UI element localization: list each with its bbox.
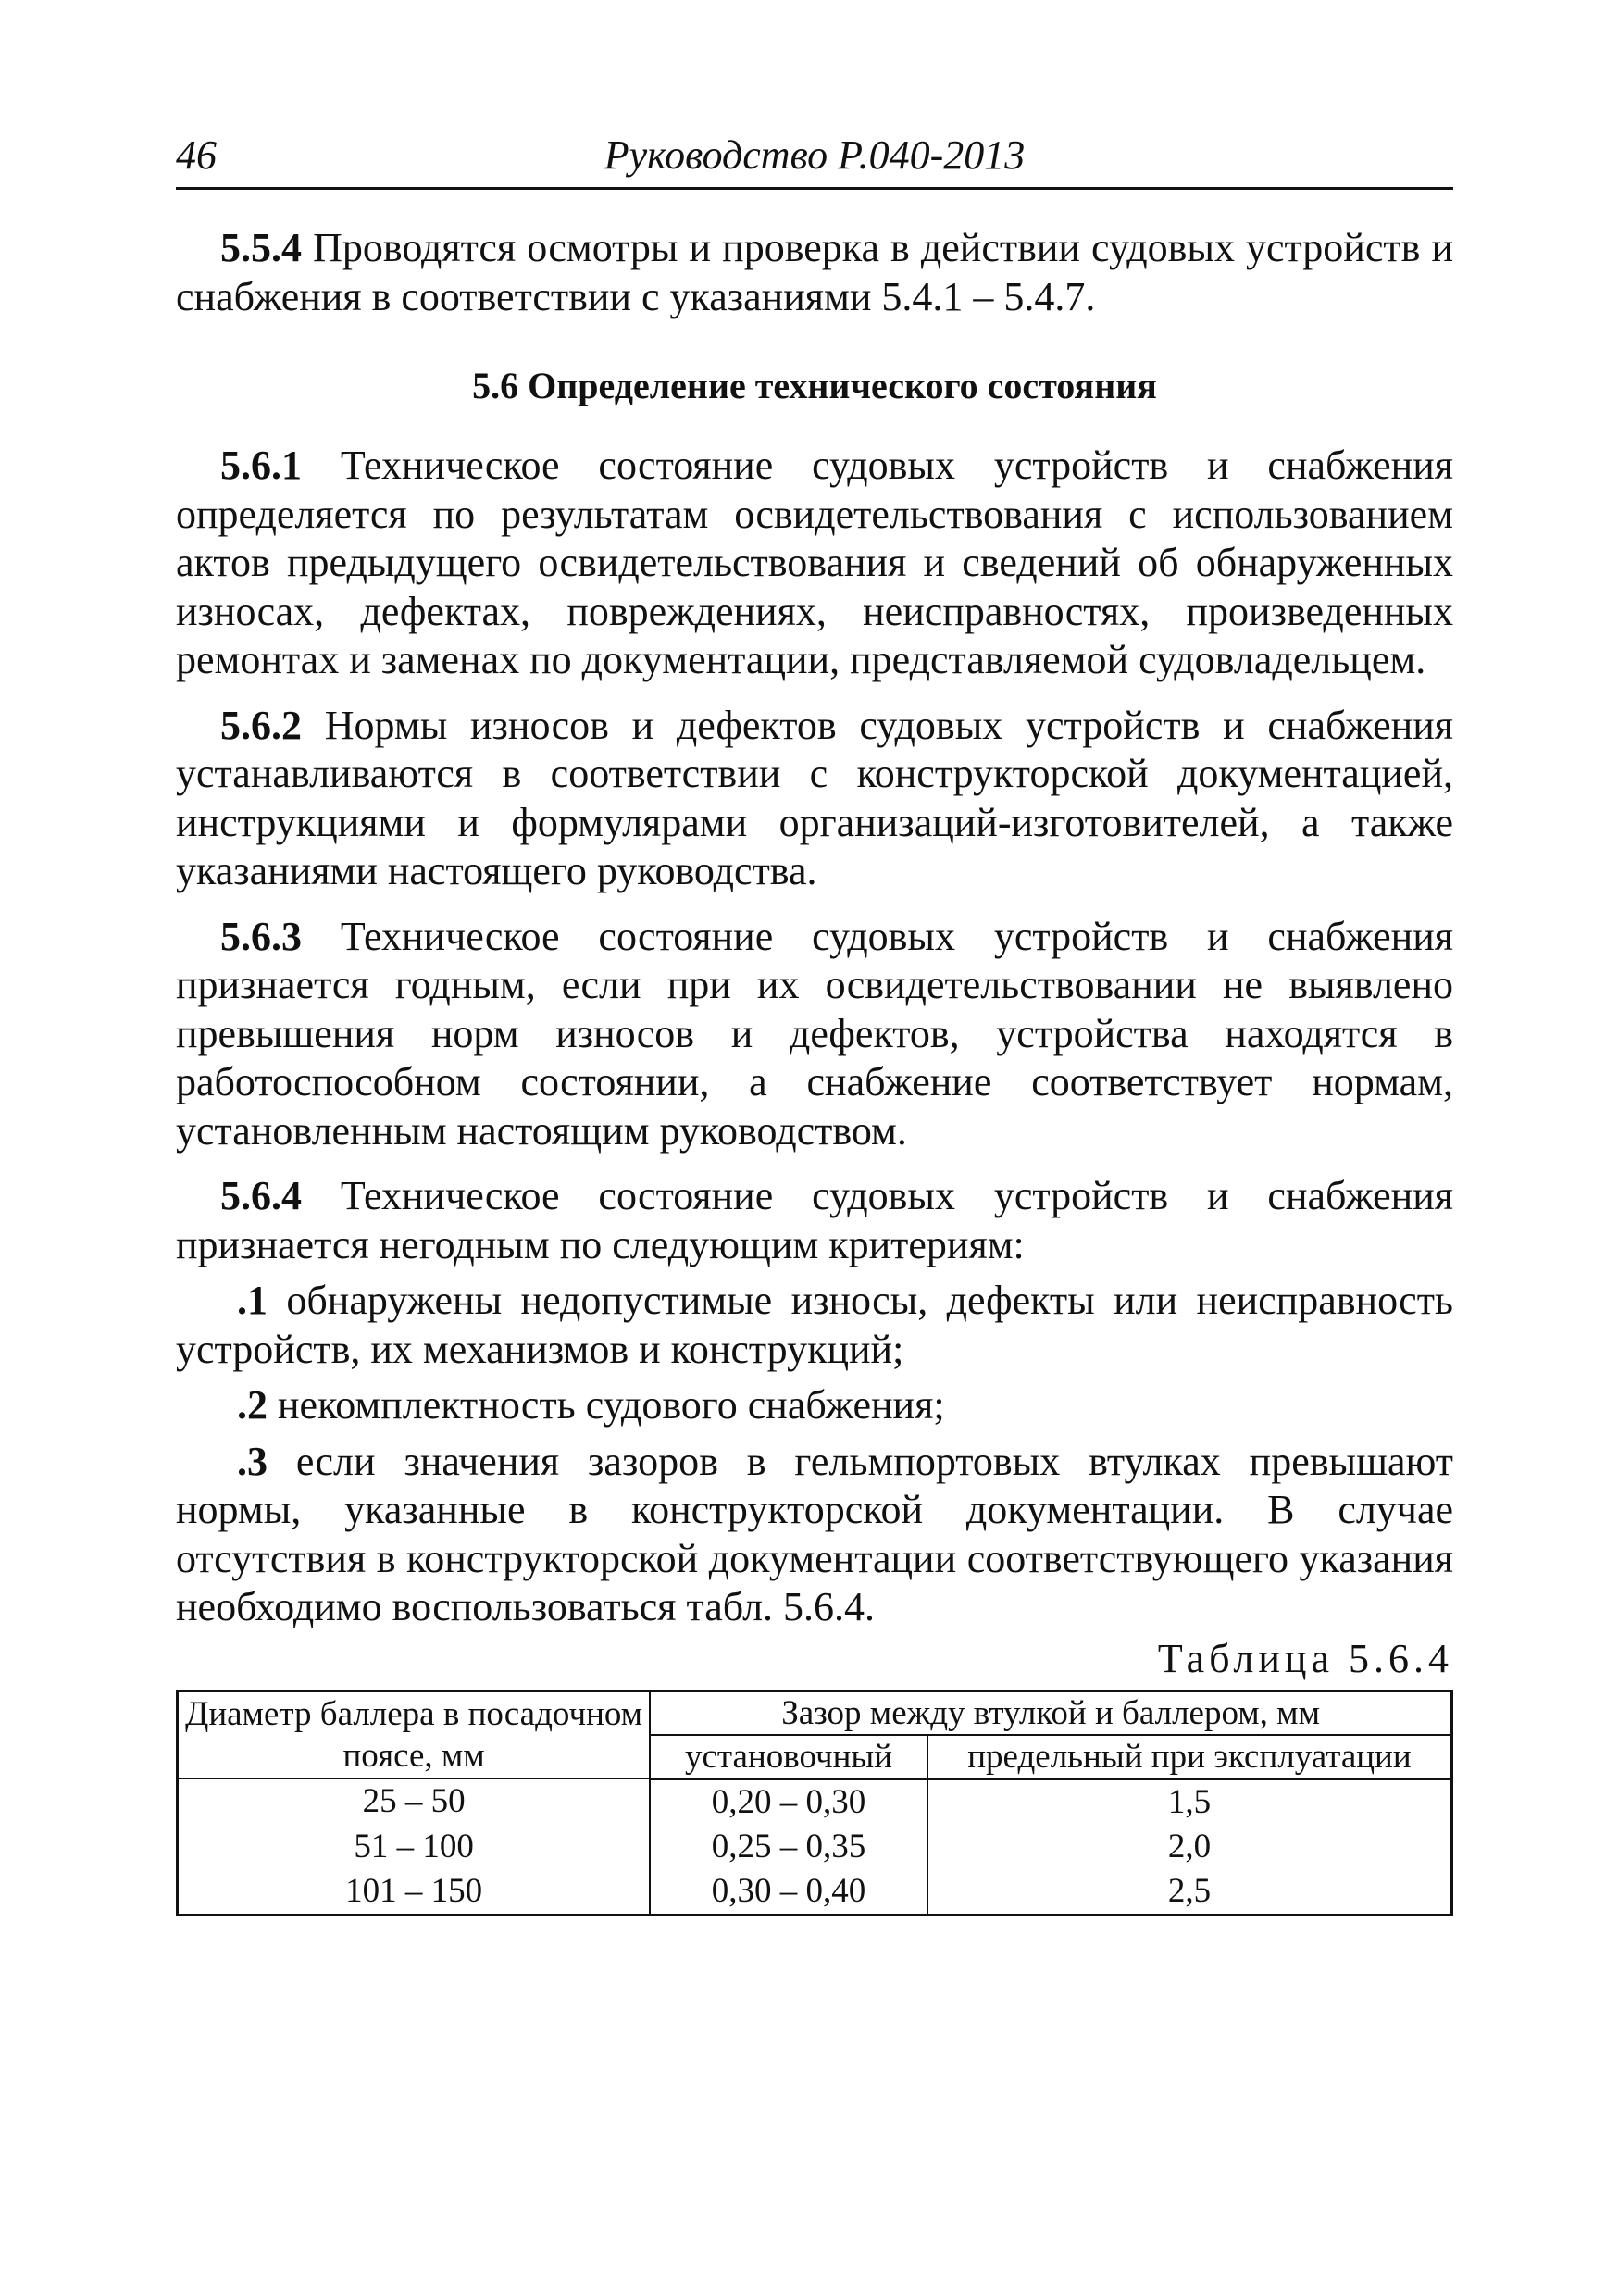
limit-header: предельный при эксплуатации (927, 1735, 1452, 1779)
clearance-table (176, 1690, 1453, 1916)
paragraph-5-5-4 (176, 224, 1453, 321)
installation-cell: 0,30 – 0,40 (650, 1869, 927, 1915)
installation-cell: 0,25 – 0,35 (650, 1825, 927, 1869)
diameter-header: Диаметр баллера в посадочном поясе, мм (178, 1691, 651, 1778)
table-row (178, 1825, 1452, 1869)
paragraph-text: Техническое состояние судовых устройств и снабжения определяется по результатам освидетельствования с использованием актов предыдущего освидетельствования и сведений об обнаруженных износах, дефектах, повреждениях, неисправностях, произведенных ремонтах и заменах по документации, представляемой судовладельцем. (176, 443, 1453, 682)
table-row (178, 1778, 1452, 1825)
paragraph-text: Техническое состояние судовых устройств и снабжения признается негодным по следующим критериям: (176, 1173, 1453, 1267)
paragraph-5-6-1 (176, 442, 1453, 685)
page-content (176, 224, 1453, 1916)
paragraph-5-6-2 (176, 702, 1453, 896)
paragraph-5-6-3 (176, 913, 1453, 1156)
paragraph-5-6-4 (176, 1172, 1453, 1269)
list-item (176, 1381, 1453, 1430)
document-title: Руководство Р.040-2013 (604, 132, 1026, 178)
section-heading: 5.6 Определение технического состояния (472, 365, 1157, 406)
clause-number: 5.6.3 (220, 913, 302, 959)
clause-number: 5.6.2 (220, 702, 302, 748)
list-item (176, 1277, 1453, 1374)
table-caption: Таблица 5.6.4 (1157, 1635, 1453, 1681)
item-number: .3 (237, 1438, 268, 1484)
limit-cell: 2,5 (927, 1869, 1452, 1915)
paragraph-text: Проводятся осмотры и проверка в действии судовых устройств и снабжения в соответствии с указаниями 5.4.1 – 5.4.7. (176, 225, 1453, 319)
limit-cell: 1,5 (927, 1778, 1452, 1825)
clause-number: 5.6.4 (220, 1173, 302, 1218)
diameter-cell: 25 – 50 (178, 1778, 651, 1825)
list-item (176, 1438, 1453, 1632)
item-text: обнаружены недопустимые износы, дефекты или неисправность устройств, их механизмов и конструкций; (176, 1278, 1453, 1372)
item-number: .1 (237, 1278, 268, 1323)
item-text: если значения зазоров в гельмпортовых втулках превышают нормы, указанные в конструкторской документации. В случае отсутствия в конструкторской документации соответствующего указания необходимо воспользоваться табл. 5.6.4. (176, 1438, 1453, 1629)
clause-number: 5.5.4 (220, 225, 302, 270)
installation-header: установочный (650, 1735, 927, 1779)
clearance-group-header: Зазор между втулкой и баллером, мм (650, 1691, 1451, 1735)
item-number: .2 (237, 1382, 268, 1428)
table-row (178, 1869, 1452, 1915)
item-text: некомплектность судового снабжения; (268, 1382, 945, 1428)
paragraph-text: Техническое состояние судовых устройств и снабжения признается годным, если при их освидетельствовании не выявлено превышения норм износов и дефектов, устройства находятся в работоспособном состоянии, а снабжение соответствует нормам, установленным настоящим руководством. (176, 913, 1453, 1154)
diameter-cell: 51 – 100 (178, 1825, 651, 1869)
page-number: 46 (176, 132, 217, 178)
page-header (176, 128, 1453, 190)
paragraph-text: Нормы износов и дефектов судовых устройств и снабжения устанавливаются в соответствии с конструкторской документацией, инструкциями и формулярами организаций-изготовителей, а также указаниями настоящего руководства. (176, 702, 1453, 893)
clause-number: 5.6.1 (220, 443, 302, 488)
diameter-cell: 101 – 150 (178, 1869, 651, 1915)
installation-cell: 0,20 – 0,30 (650, 1778, 927, 1825)
limit-cell: 2,0 (927, 1825, 1452, 1869)
